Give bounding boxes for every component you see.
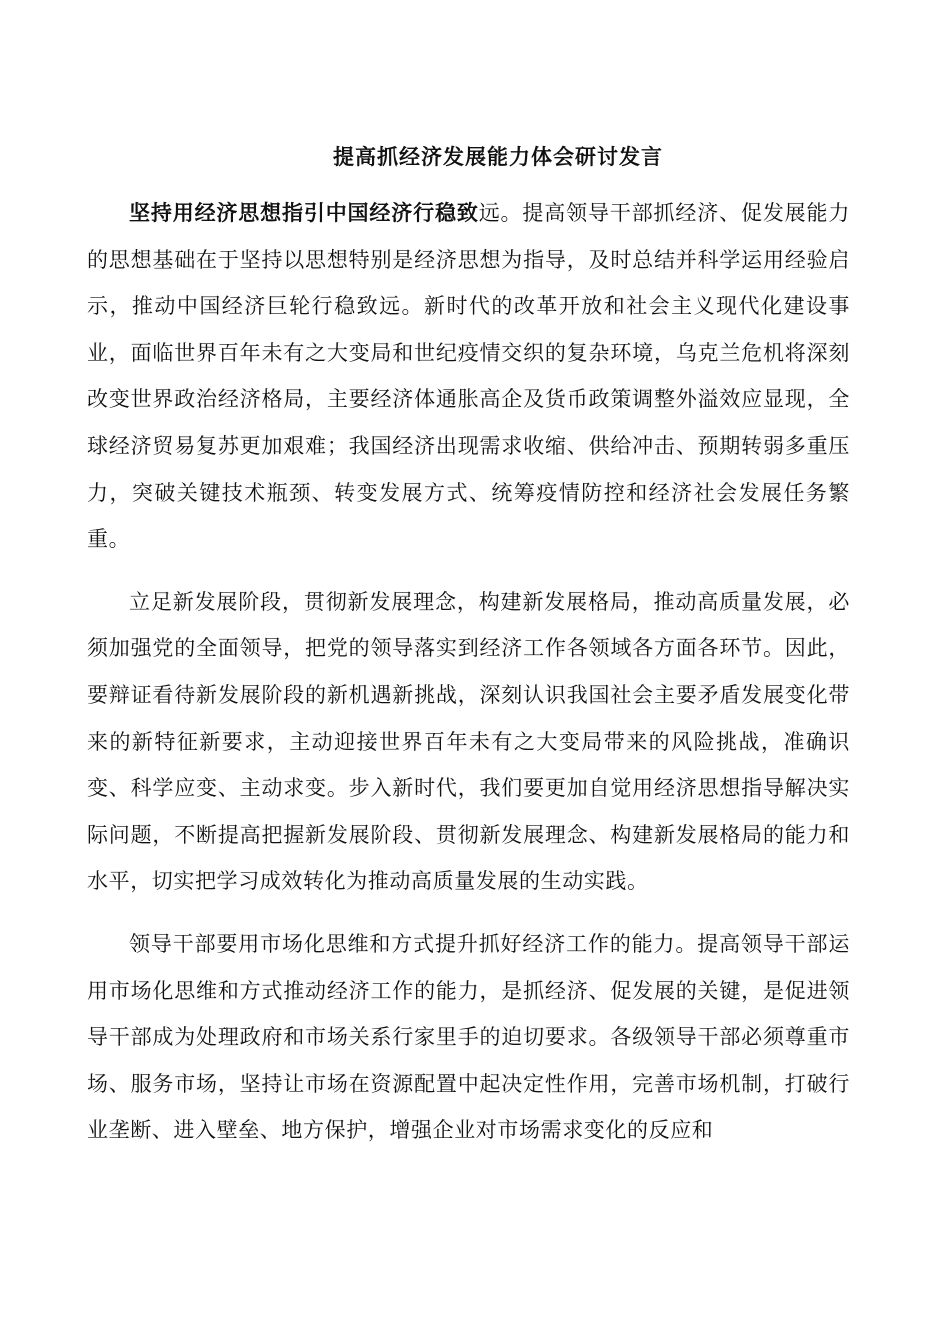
paragraph-lead: 坚持用经济思想指引中国经济行稳致 (129, 200, 479, 225)
paragraph-text: 远。提高领导干部抓经济、促发展能力的思想基础在于坚持以思想特别是经济思想为指导，及时总结并科学运用经验启示，推动中国经济巨轮行稳致远。新时代的改革开放和社会主义现代化建设事业，面临世界百年未有之大变局和世纪疫情交织的复杂环境，乌克兰危机将深刻改变世界政治经济格局，主要经济体通胀高企及货币政策调整外溢效应显现，全球经济贸易复苏更加艰难；我国经济出现需求收缩、供给冲击、预期转弱多重压力，突破关键技术瓶颈、转变发展方式、统筹疫情防控和经济社会发展任务繁重。 (87, 201, 850, 552)
paragraph-text: 立足新发展阶段，贯彻新发展理念，构建新发展格局，推动高质量发展，必须加强党的全面领导，把党的领导落实到经济工作各领域各方面各环节。因此，要辩证看待新发展阶段的新机遇新挑战，深刻认识我国社会主要矛盾发展变化带来的新特征新要求，主动迎接世界百年未有之大变局带来的风险挑战，准确识变、科学应变、主动求变。步入新时代，我们要更加自觉用经济思想指导解决实际问题，不断提高把握新发展阶段、贯彻新发展理念、构建新发展格局的能力和水平，切实把学习成效转化为推动高质量发展的生动实践。 (87, 589, 850, 894)
document-title: 提高抓经济发展能力体会研讨发言 (333, 144, 663, 169)
paragraph-3 (87, 921, 850, 1154)
document-body (87, 190, 850, 1154)
paragraph-text: 领导干部要用市场化思维和方式提升抓好经济工作的能力。提高领导干部运用市场化思维和方式推动经济工作的能力，是抓经济、促发展的关键，是促进领导干部成为处理政府和市场关系行家里手的迫切要求。各级领导干部必须尊重市场、服务市场，坚持让市场在资源配置中起决定性作用，完善市场机制，打破行业垄断、进入壁垒、地方保护，增强企业对市场需求变化的反应和 (87, 931, 850, 1143)
paragraph-1 (87, 190, 850, 563)
paragraph-2 (87, 579, 850, 905)
